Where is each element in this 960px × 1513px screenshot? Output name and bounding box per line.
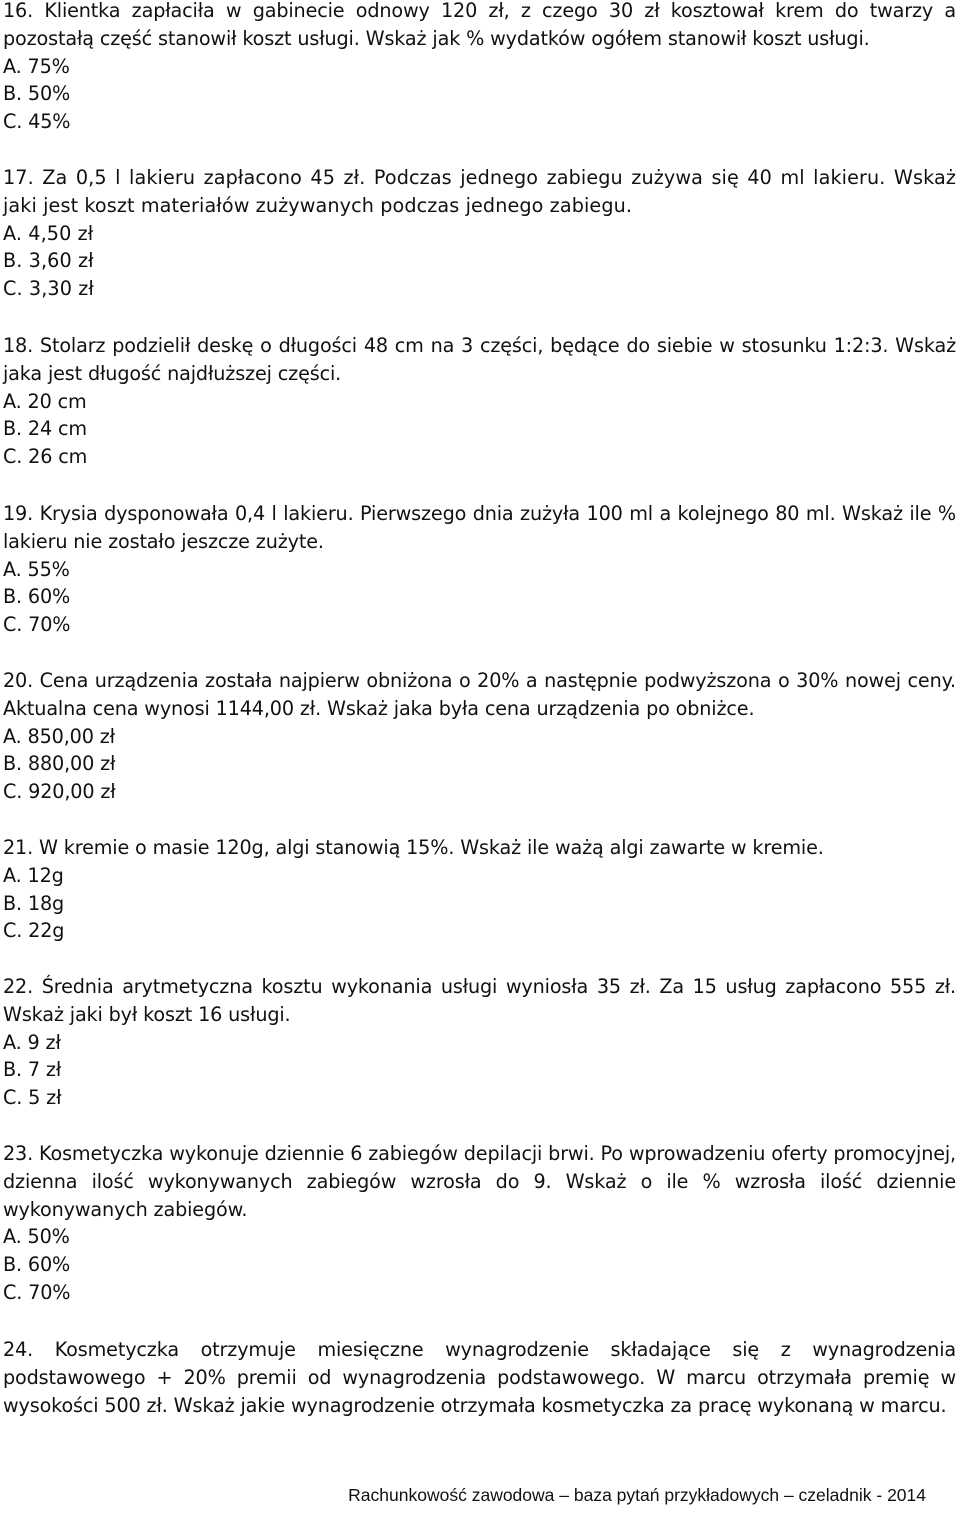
question-20-option-b: B. 880,00 zł — [3, 752, 116, 776]
question-17 — [3, 164, 956, 303]
question-18-option-b: B. 24 cm — [3, 417, 87, 441]
question-22-option-a: A. 9 zł — [3, 1030, 61, 1054]
page-footer: Rachunkowość zawodowa – baza pytań przykładowych – czeladnik - 2014 — [348, 1485, 926, 1505]
question-21-options — [3, 862, 956, 945]
question-19-options — [3, 556, 956, 639]
question-20-option-c: C. 920,00 zł — [3, 780, 116, 804]
question-24 — [3, 1336, 956, 1419]
question-21-option-b: B. 18g — [3, 891, 65, 915]
question-23-option-a: A. 50% — [3, 1225, 70, 1249]
question-19-text: 19. Krysia dysponowała 0,4 l lakieru. Pierwszego dnia zużyła 100 ml a kolejnego 80 ml. Wskaż ile % lakieru nie zostało jeszcze zużyte. — [3, 502, 956, 553]
question-23-option-c: C. 70% — [3, 1280, 71, 1304]
question-19-option-a: A. 55% — [3, 557, 70, 581]
question-23-text: 23. Kosmetyczka wykonuje dziennie 6 zabiegów depilacji brwi. Po wprowadzeniu oferty promocyjnej, dzienna ilość wykonywanych zabiegów wzrosła do 9. Wskaż o ile % wzrosła ilość dziennie wykonywanych zabiegów. — [3, 1142, 956, 1221]
question-21-text: 21. W kremie o masie 120g, algi stanowią 15%. Wskaż ile ważą algi zawarte w kremie. — [3, 836, 824, 859]
question-17-text: 17. Za 0,5 l lakieru zapłacono 45 zł. Podczas jednego zabiegu zużywa się 40 ml lakieru. Wskaż jaki jest koszt materiałów zużywanych podczas jednego zabiegu. — [3, 166, 956, 217]
question-23-option-b: B. 60% — [3, 1253, 71, 1277]
question-16-option-c: C. 45% — [3, 110, 71, 134]
question-24-text: 24. Kosmetyczka otrzymuje miesięczne wynagrodzenie składające się z wynagrodzenia podstawowego + 20% premii od wynagrodzenia podstawowego. W marcu otrzymała premię w wysokości 500 zł. Wskaż jakie wynagrodzenie otrzymała kosmetyczka za pracę wykonaną w marcu. — [3, 1338, 956, 1417]
question-21-option-a: A. 12g — [3, 863, 64, 887]
question-17-option-a: A. 4,50 zł — [3, 221, 94, 245]
question-17-option-b: B. 3,60 zł — [3, 249, 94, 273]
question-16-option-a: A. 75% — [3, 54, 70, 78]
question-16 — [3, 0, 956, 136]
question-20 — [3, 667, 956, 806]
question-18-text: 18. Stolarz podzielił deskę o długości 48 cm na 3 części, będące do siebie w stosunku 1:2:3. Wskaż jaka jest długość najdłuższej części. — [3, 334, 956, 385]
question-19-option-c: C. 70% — [3, 613, 71, 637]
question-20-option-a: A. 850,00 zł — [3, 724, 115, 748]
question-16-options — [3, 53, 956, 136]
question-16-option-b: B. 50% — [3, 82, 71, 106]
question-20-text: 20. Cena urządzenia została najpierw obniżona o 20% a następnie podwyższona o 30% nowej ceny. Aktualna cena wynosi 1144,00 zł. Wskaż jaka była cena urządzenia po obniżce. — [3, 669, 956, 720]
question-23-options — [3, 1223, 956, 1306]
question-19 — [3, 500, 956, 639]
question-18 — [3, 332, 956, 471]
question-21 — [3, 834, 956, 945]
question-22-options — [3, 1029, 956, 1112]
question-18-option-a: A. 20 cm — [3, 389, 87, 413]
question-22 — [3, 973, 956, 1112]
question-19-option-b: B. 60% — [3, 585, 71, 609]
question-17-option-c: C. 3,30 zł — [3, 277, 94, 301]
question-18-options — [3, 388, 956, 471]
question-18-option-c: C. 26 cm — [3, 445, 88, 469]
question-22-option-b: B. 7 zł — [3, 1058, 62, 1082]
question-17-options — [3, 220, 956, 303]
question-21-option-c: C. 22g — [3, 919, 65, 943]
question-16-text: 16. Klientka zapłaciła w gabinecie odnowy 120 zł, z czego 30 zł kosztował krem do twarzy a pozostałą część stanowił koszt usługi. Wskaż jak % wydatków ogółem stanowił koszt usługi. — [3, 0, 956, 50]
question-22-text: 22. Średnia arytmetyczna kosztu wykonania usługi wyniosła 35 zł. Za 15 usług zapłacono 555 zł. Wskaż jaki był koszt 16 usługi. — [3, 975, 956, 1026]
question-20-options — [3, 723, 956, 806]
question-22-option-c: C. 5 zł — [3, 1086, 62, 1110]
question-23 — [3, 1140, 956, 1307]
